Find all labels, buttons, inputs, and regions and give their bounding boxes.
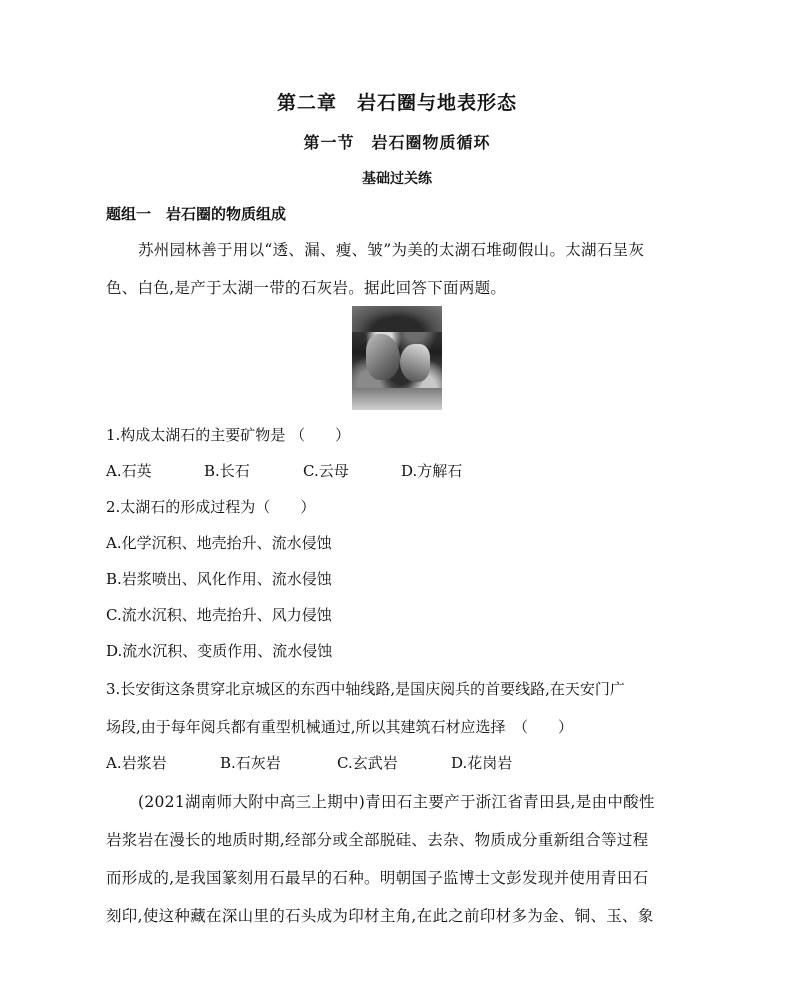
- question-3-stem-line-2: 场段,由于每年阅兵都有重型机械通过,所以其建筑石材应选择 （ ）: [106, 718, 574, 736]
- question-2-option-d[interactable]: D.流水沉积、变质作用、流水侵蚀: [106, 642, 333, 660]
- question-2-option-b[interactable]: B.岩浆喷出、风化作用、流水侵蚀: [106, 570, 332, 588]
- photo-ground: [352, 388, 442, 410]
- chapter-title: 第二章 岩石圈与地表形态: [276, 92, 517, 114]
- passage-line-1: (2021湖南师大附中高三上期中)青田石主要产于浙江省青田县,是由中酸性: [138, 793, 655, 811]
- photo-foliage: [352, 306, 442, 332]
- photo-rock: [366, 334, 400, 380]
- question-2-option-a[interactable]: A.化学沉积、地壳抬升、流水侵蚀: [106, 534, 332, 552]
- practice-subtitle: 基础过关练: [362, 171, 432, 187]
- question-3-stem-line-1: 3.长安街这条贯穿北京城区的东西中轴线路,是国庆阅兵的首要线路,在天安门广: [106, 680, 625, 698]
- section-title: 第一节 岩石圈物质循环: [303, 133, 491, 152]
- intro-line-1: 苏州园林善于用以“透、漏、瘦、皱”为美的太湖石堆砌假山。太湖石呈灰: [138, 241, 645, 259]
- passage-line-3: 而形成的,是我国篆刻用石最早的石种。明朝国子监博士文彭发现并使用青田石: [106, 869, 649, 887]
- taihu-stone-photo: [352, 306, 442, 410]
- question-1-stem: 1.构成太湖石的主要矿物是 （ ）: [106, 426, 351, 444]
- photo-rock: [400, 344, 430, 382]
- question-3-option-d[interactable]: D.花岗岩: [451, 754, 513, 772]
- question-2-option-c[interactable]: C.流水沉积、地壳抬升、风力侵蚀: [106, 606, 332, 624]
- question-1-option-b[interactable]: B.长石: [204, 462, 250, 480]
- passage-line-2: 岩浆岩在漫长的地质时期,经部分或全部脱硅、去杂、物质成分重新组合等过程: [106, 831, 649, 849]
- question-group-title: 题组一 岩石圈的物质组成: [106, 205, 287, 223]
- intro-line-2: 色、白色,是产于太湖一带的石灰岩。据此回答下面两题。: [106, 279, 507, 297]
- passage-line-4: 刻印,使这种藏在深山里的石头成为印材主角,在此之前印材多为金、铜、玉、象: [106, 907, 654, 925]
- question-3-option-b[interactable]: B.石灰岩: [220, 754, 281, 772]
- question-2-stem: 2.太湖石的形成过程为（ ）: [106, 498, 316, 516]
- question-1-option-a[interactable]: A.石英: [106, 462, 152, 480]
- question-1-option-d[interactable]: D.方解石: [401, 462, 463, 480]
- question-1-option-c[interactable]: C.云母: [303, 462, 349, 480]
- question-3-option-a[interactable]: A.岩浆岩: [106, 754, 167, 772]
- question-3-option-c[interactable]: C.玄武岩: [337, 754, 398, 772]
